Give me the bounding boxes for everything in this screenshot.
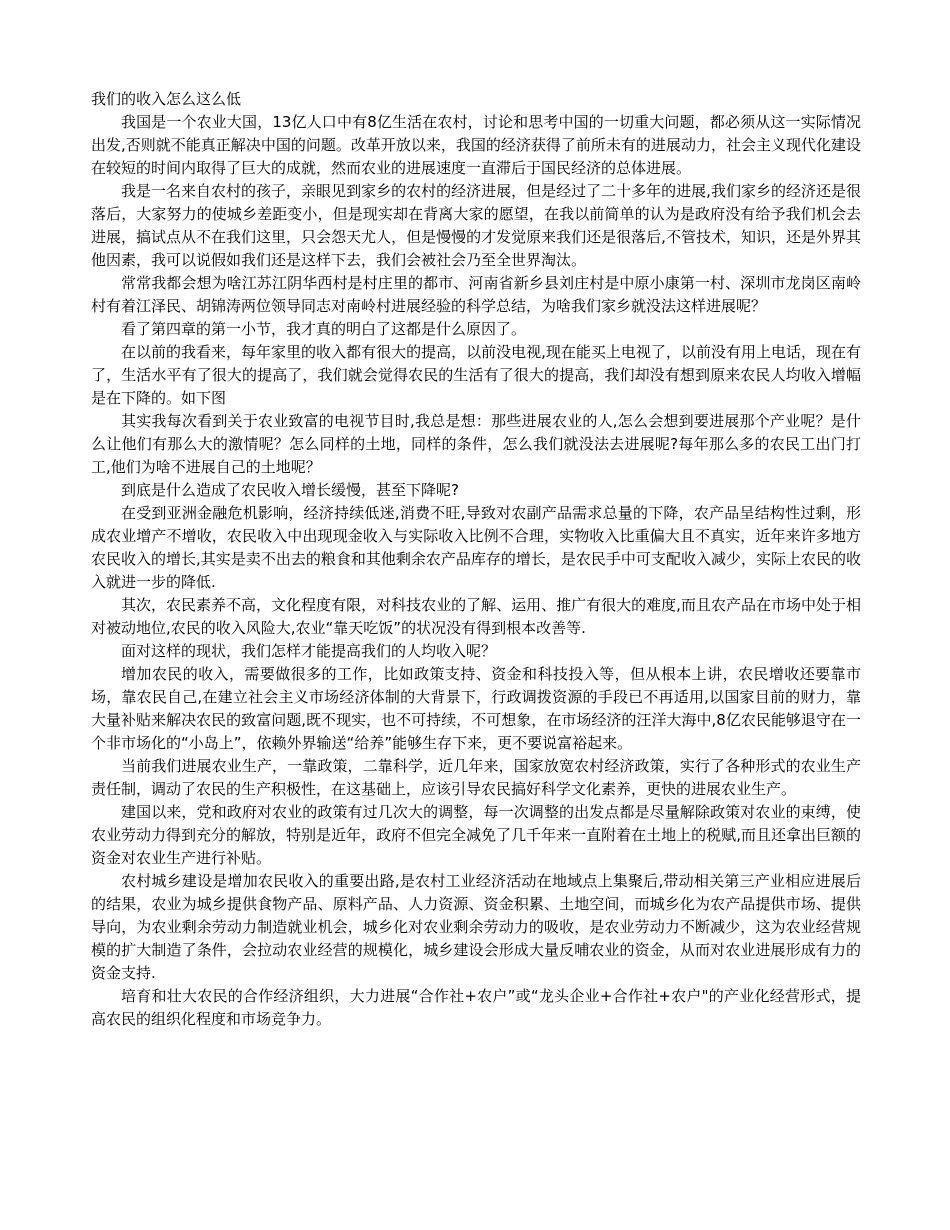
paragraph: 增加农民的收入，需要做很多的工作，比如政策支持、资金和科技投入等，但从根本上讲，农民增收还要靠市场，靠农民自己,在建立社会主义市场经济体制的大背景下，行政调拨资源的手段已不再适用,以国家目前的财力，靠大量补贴来解决农民的致富问题,既不现实，也不可持续，不可想象，在市场经济的汪洋大海中,8亿农民能够退守在一个非市场化的“小岛上”，依赖外界输送“给养”能够生存下来，更不要说富裕起来。 <box>91 665 861 752</box>
paragraph: 在受到亚洲金融危机影响，经济持续低迷,消费不旺,导致对农副产品需求总量的下降，农产品呈结构性过剩，形成农业增产不增收，农民收入中出现现金收入与实际收入比例不合理，实物收入比重偏大且不真实，近年来许多地方农民收入的增长,其实是卖不出去的粮食和其他剩余农产品库存的增长，是农民手中可支配收入减少，实际上农民的收入就进一步的降低. <box>91 504 861 591</box>
paragraph: 面对这样的现状，我们怎样才能提高我们的人均收入呢？ <box>121 642 497 660</box>
paragraph: 当前我们进展农业生产，一靠政策，二靠科学，近几年来，国家放宽农村经济政策，实行了各种形式的农业生产责任制，调动了农民的生产积极性，在这基础上，应该引导农民搞好科学文化素养，更快的进展农业生产。 <box>91 757 861 798</box>
paragraph: 其实我每次看到关于农业致富的电视节目时,我总是想：那些进展农业的人,怎么会想到要进展那个产业呢？是什么让他们有那么大的激情呢？怎么同样的土地，同样的条件，怎么我们就没法去进展呢?每年那么多的农民工出门打工,他们为啥不进展自己的土地呢？ <box>91 412 861 476</box>
paragraph: 其次，农民素养不高，文化程度有限，对科技农业的了解、运用、推广有很大的难度,而且农产品在市场中处于相对被动地位,农民的收入风险大,农业“靠天吃饭”的状况没有得到根本改善等. <box>91 596 861 637</box>
document-title: 我们的收入怎么这么低 <box>91 90 242 108</box>
paragraph: 我国是一个农业大国，13亿人口中有8亿生活在农村，讨论和思考中国的一切重大问题，都必须从这一实际情况出发,否则就不能真正解决中国的问题。改革开放以来，我国的经济获得了前所未有的进展动力，社会主义现代化建设在较短的时间内取得了巨大的成就，然而农业的进展速度一直滞后于国民经济的总体进展。 <box>91 113 861 177</box>
paragraph: 农村城乡建设是增加农民收入的重要出路,是农村工业经济活动在地域点上集聚后,带动相关第三产业相应进展后的结果，农业为城乡提供食物产品、原料产品、人力资源、资金积累、土地空间，而城乡化为农产品提供市场、提供导向，为农业剩余劳动力制造就业机会，城乡化对农业剩余劳动力的吸收，是农业劳动力不断减少，这为农业经营规模的扩大制造了条件，会拉动农业经营的规模化，城乡建设会形成大量反哺农业的资金，从而对农业进展形成有力的资金支持. <box>91 872 861 982</box>
paragraph: 看了第四章的第一小节，我才真的明白了这都是什么原因了。 <box>121 320 527 338</box>
paragraph: 我是一名来自农村的孩子，亲眼见到家乡的农村的经济进展，但是经过了二十多年的进展,我们家乡的经济还是很落后，大家努力的使城乡差距变小，但是现实却在背离大家的愿望，在我以前简单的认为是政府没有给予我们机会去进展，搞试点从不在我们这里，只会怨天尤人，但是慢慢的才发觉原来我们还是很落后,不管技术，知识，还是外界其他因素，我可以说假如我们还是这样下去，我们会被社会乃至全世界淘汰。 <box>91 182 861 269</box>
paragraph: 建国以来，党和政府对农业的政策有过几次大的调整，每一次调整的出发点都是尽量解除政策对农业的束缚，使农业劳动力得到充分的解放，特别是近年，政府不但完全减免了几千年来一直附着在土地上的税赋,而且还拿出巨额的资金对农业生产进行补贴。 <box>91 803 861 867</box>
document-page <box>91 88 861 1031</box>
paragraph: 培育和壮大农民的合作经济组织，大力进展“合作社+农户”或“龙头企业+合作社+农户"的产业化经营形式，提高农民的组织化程度和市场竞争力。 <box>91 987 861 1028</box>
paragraph: 常常我都会想为啥江苏江阴华西村是村庄里的都市、河南省新乡县刘庄村是中原小康第一村、深圳市龙岗区南岭村有着江泽民、胡锦涛两位领导同志对南岭村进展经验的科学总结，为啥我们家乡就没法这样进展呢？ <box>91 274 861 315</box>
paragraph: 在以前的我看来，每年家里的收入都有很大的提高，以前没电视,现在能买上电视了，以前没有用上电话，现在有了，生活水平有了很大的提高了，我们就会觉得农民的生活有了很大的提高，我们却没有想到原来农民人均收入增幅是在下降的。如下图 <box>91 343 861 407</box>
paragraph: 到底是什么造成了农民收入增长缓慢，甚至下降呢? <box>121 481 459 499</box>
